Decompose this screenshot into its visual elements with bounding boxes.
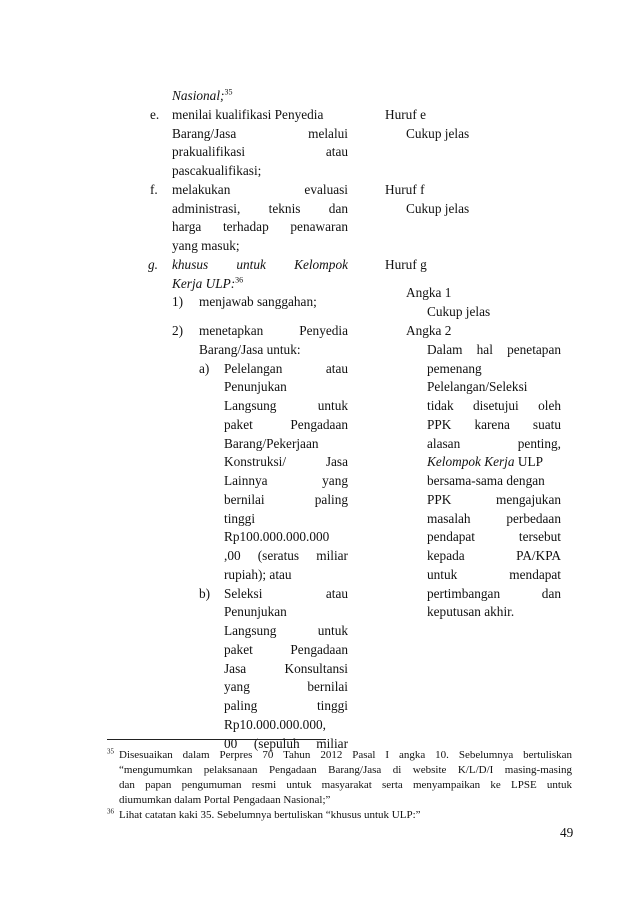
- left-line: [199, 359, 209, 378]
- right-line: [427, 565, 561, 584]
- left-line: [224, 527, 329, 546]
- left-line: [172, 199, 348, 218]
- left-line: [172, 236, 240, 255]
- right-line: [427, 490, 561, 509]
- text-run: Penunjukan: [224, 604, 287, 619]
- text-run: prakualifikasi atau: [172, 144, 348, 159]
- text-run: menjawab sanggahan;: [199, 294, 317, 309]
- text-run: Barang/Pekerjaan: [224, 436, 319, 451]
- footnotes-line: [107, 808, 114, 823]
- text-run: Angka 2: [406, 323, 452, 338]
- left-line: [172, 292, 183, 311]
- text-run: Pelelangan/Seleksi: [427, 379, 528, 394]
- text-run: tidak disetujui oleh: [427, 398, 561, 413]
- footnote-marker: 35: [224, 87, 233, 97]
- text-run: g.: [148, 257, 158, 272]
- text-run: “mengumumkan pelaksanaan Pengadaan Barang/Jasa di website K/L/D/I masing-masing: [119, 764, 572, 776]
- left-line: [224, 715, 326, 734]
- right-line: [427, 396, 561, 415]
- left-line: [172, 217, 348, 236]
- left-line: [224, 359, 348, 378]
- text-run: Angka 1: [406, 285, 452, 300]
- page-number: 49: [560, 825, 574, 840]
- left-line: [224, 640, 348, 659]
- right-line: [406, 321, 451, 340]
- footnotes-line: [119, 778, 572, 793]
- text-run: khusus untuk Kelompok: [172, 257, 348, 272]
- left-line: [172, 105, 323, 124]
- text-run: Konstruksi/ Jasa: [224, 454, 348, 469]
- footnote-separator: [107, 739, 326, 740]
- text-run: Cukup jelas: [406, 201, 470, 216]
- text-run: 00 (sepuluh miliar: [224, 736, 348, 751]
- text-run: menetapkan Penyedia: [199, 323, 348, 338]
- left-line: [172, 124, 348, 143]
- text-run: pemenang: [427, 361, 482, 376]
- text-run: pertimbangan dan: [427, 586, 561, 601]
- text-run: Huruf g: [385, 257, 427, 272]
- right-line: [427, 546, 561, 565]
- text-run: paket Pengadaan: [224, 417, 348, 432]
- footnotes-line: [119, 748, 572, 763]
- text-run: Huruf f: [385, 182, 425, 197]
- text-run: Lainnya yang: [224, 473, 348, 488]
- right-line: [427, 527, 561, 546]
- right-line: [427, 302, 490, 321]
- left-line: [224, 659, 348, 678]
- text-run: menilai kualifikasi Penyedia: [172, 107, 324, 122]
- right-line: [406, 283, 451, 302]
- left-line: [224, 490, 348, 509]
- left-line: [224, 602, 287, 621]
- right-line: [427, 584, 561, 603]
- left-line: [224, 377, 287, 396]
- right-line: [385, 255, 427, 274]
- right-line: [385, 180, 425, 199]
- text-run: tinggi: [224, 511, 256, 526]
- left-line: [224, 696, 348, 715]
- left-line: [150, 180, 158, 199]
- footnotes-line: [119, 763, 572, 778]
- text-run: Seleksi atau: [224, 586, 348, 601]
- text-run: Kelompok Kerja: [427, 454, 515, 469]
- footnotes-line: [119, 793, 330, 808]
- text-run: kepada PA/KPA: [427, 548, 561, 563]
- text-run: paling tinggi: [224, 698, 348, 713]
- left-line: [224, 584, 348, 603]
- text-run: paket Pengadaan: [224, 642, 348, 657]
- left-line: [172, 274, 243, 293]
- text-run: harga terhadap penawaran: [172, 219, 348, 234]
- text-run: b): [199, 586, 211, 601]
- text-run: ULP: [514, 454, 543, 469]
- text-run: bernilai paling: [224, 492, 348, 507]
- right-line: [427, 509, 561, 528]
- text-run: Langsung untuk: [224, 398, 348, 413]
- text-run: PPK mengajukan: [427, 492, 561, 507]
- text-run: Barang/Jasa melalui: [172, 126, 348, 141]
- text-run: Cukup jelas: [406, 126, 470, 141]
- left-line: [150, 105, 159, 124]
- left-line: [172, 86, 232, 105]
- text-run: keputusan akhir.: [427, 604, 515, 619]
- left-line: [199, 292, 317, 311]
- left-line: [172, 142, 348, 161]
- left-line: [224, 621, 348, 640]
- text-run: Nasional;: [172, 88, 225, 103]
- text-run: Pelelangan atau: [224, 361, 348, 376]
- text-run: diumumkan dalam Portal Pengadaan Nasional;”: [119, 794, 331, 806]
- left-line: [199, 321, 348, 340]
- left-line: [172, 180, 348, 199]
- text-run: yang masuk;: [172, 238, 240, 253]
- left-line: [224, 509, 255, 528]
- text-run: e.: [150, 107, 160, 122]
- right-line: [406, 199, 469, 218]
- left-line: [224, 452, 348, 471]
- right-line: [427, 434, 561, 453]
- text-run: f.: [150, 182, 158, 197]
- left-line: [224, 677, 348, 696]
- left-line: [224, 396, 348, 415]
- footnotes-line: [119, 808, 421, 823]
- left-line: [199, 340, 301, 359]
- text-run: Disesuaikan dalam Perpres 70 Tahun 2012 Pasal I angka 10. Sebelumnya bertuliskan: [119, 749, 572, 761]
- text-run: Rp10.000.000.000,: [224, 717, 326, 732]
- footnote-marker: 35: [107, 747, 114, 756]
- text-run: Dalam hal penetapan: [427, 342, 561, 357]
- text-run: dan papan pengumuman resmi untuk masyarakat serta menyampaikan ke LPSE untuk: [119, 779, 572, 791]
- footnote-marker: 36: [107, 807, 114, 816]
- left-line: [224, 471, 348, 490]
- left-line: [224, 546, 348, 565]
- text-run: yang bernilai: [224, 679, 348, 694]
- text-run: alasan penting,: [427, 436, 561, 451]
- footnotes-line: [107, 748, 114, 763]
- right-line: [427, 415, 561, 434]
- right-line: [427, 359, 482, 378]
- text-run: 2): [172, 323, 184, 338]
- text-run: PPK karena suatu: [427, 417, 561, 432]
- footnote-marker: 36: [235, 275, 244, 285]
- left-line: [224, 434, 319, 453]
- text-run: Lihat catatan kaki 35. Sebelumnya bertuliskan “khusus untuk ULP:”: [119, 809, 421, 821]
- right-line: [406, 124, 469, 143]
- right-line: [427, 340, 561, 359]
- right-line: [427, 602, 514, 621]
- left-line: [172, 321, 183, 340]
- text-run: melakukan evaluasi: [172, 182, 348, 197]
- text-run: administrasi, teknis dan: [172, 201, 348, 216]
- text-run: ,00 (seratus miliar: [224, 548, 348, 563]
- text-run: pendapat tersebut: [427, 529, 561, 544]
- text-run: Rp100.000.000.000: [224, 529, 330, 544]
- text-run: Jasa Konsultansi: [224, 661, 348, 676]
- text-run: masalah perbedaan: [427, 511, 561, 526]
- text-run: Langsung untuk: [224, 623, 348, 638]
- text-run: Penunjukan: [224, 379, 287, 394]
- left-line: [224, 565, 292, 584]
- left-line: [172, 161, 261, 180]
- text-run: Huruf e: [385, 107, 426, 122]
- text-run: pascakualifikasi;: [172, 163, 262, 178]
- right-line: [427, 471, 545, 490]
- text-run: 1): [172, 294, 184, 309]
- text-run: bersama-sama dengan: [427, 473, 545, 488]
- right-line: [385, 105, 426, 124]
- left-line: [224, 415, 348, 434]
- left-line: [199, 584, 210, 603]
- left-line: [172, 255, 348, 274]
- right-line: [427, 377, 527, 396]
- text-run: Cukup jelas: [427, 304, 491, 319]
- text-run: a): [199, 361, 210, 376]
- text-run: Kerja ULP:: [172, 276, 236, 291]
- text-run: untuk mendapat: [427, 567, 561, 582]
- text-run: Barang/Jasa untuk:: [199, 342, 301, 357]
- text-run: rupiah); atau: [224, 567, 292, 582]
- right-line: [427, 452, 543, 471]
- left-line: [148, 255, 158, 274]
